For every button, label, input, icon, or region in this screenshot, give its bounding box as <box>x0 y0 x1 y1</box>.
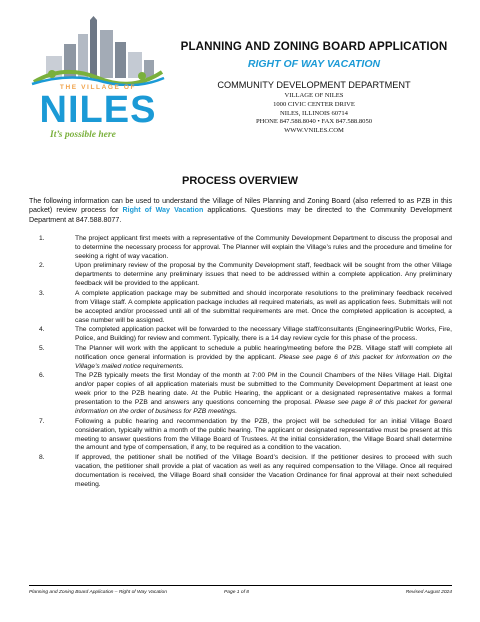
intro-paragraph <box>29 197 452 225</box>
address-line: VILLAGE OF NILES <box>284 92 344 99</box>
application-title: PLANNING AND ZONING BOARD APPLICATION <box>180 40 448 53</box>
step-number: 6. <box>39 372 45 380</box>
process-step <box>29 235 452 262</box>
logo-village-of: THE VILLAGE OF <box>59 84 137 91</box>
application-subtitle: RIGHT OF WAY VACATION <box>247 58 381 70</box>
step-number: 1. <box>39 235 45 242</box>
logo-tagline: It’s possible here <box>50 130 116 140</box>
step-note: Please see page 8 of this packet for general information on the order of business for PZB meetings. <box>75 399 452 416</box>
step-number: 4. <box>39 326 45 334</box>
process-overview-heading: PROCESS OVERVIEW <box>182 175 298 187</box>
address-line: NILES, ILLINOIS 60714 <box>280 109 348 117</box>
intro-highlight: Right of Way Vacation <box>122 206 204 215</box>
step-text: A complete application package may be submitted and should incorporate resolutions to the preliminary feedback received from Village staff. A complete application package includes all required materials, as well as application fees. Submittals will not be accepted and/or processed until all of the submittal requirements are met. Once the completed application is accepted, a case number will be assigned. <box>75 289 452 324</box>
process-step <box>29 345 452 372</box>
process-step <box>29 290 452 326</box>
footer-page-number: Page 1 of 8 <box>224 590 250 595</box>
step-note: Please see page 6 of this packet for information on the Village’s mailed notice requirements. <box>75 353 452 370</box>
step-number: 3. <box>39 289 45 297</box>
department-name: COMMUNITY DEVELOPMENT DEPARTMENT <box>217 80 411 90</box>
process-step <box>29 326 452 344</box>
step-text: Following a public hearing and recommendation by the PZB, the project will be scheduled for an initial Village Board consideration, typically within a month of the public hearing. The applicant or designated representative must be present at this meeting to answer questions from the Village Board of Trustees. At the initial consideration, the Village Board shall determine the amount and type of compensation, if any, to be required as a condition to the vacation. <box>75 417 452 452</box>
document-header <box>168 40 460 136</box>
intro-text: applications. Questions may be directed to the Community Development Department at 847.588.8077. <box>29 206 453 224</box>
address-line: 1000 CIVIC CENTER DRIVE <box>273 100 355 108</box>
village-logo <box>24 16 172 140</box>
step-text: If approved, the petitioner shall be notified of the Village Board’s decision. If the petitioner desires to proceed with such vacation, the petitioner shall provide a plat of vacation as well as any required compensation to the Village. Once all required documentation is received, the Village Board shall consider the Vacation Ordinance for final approval at their next scheduled meeting. <box>75 454 452 488</box>
step-text: The completed application packet will be forwarded to the necessary Village staff/consultants (Engineering/Public Works, Fire, Police, and Building) for review and comment. Typically, there is a 14 day review cycle for this phase of the process. <box>75 326 452 343</box>
footer-divider <box>29 585 452 586</box>
website-line: WWW.VNILES.COM <box>284 127 344 135</box>
phone-fax-line: PHONE 847.588.8040 • FAX 847.588.8050 <box>255 118 373 126</box>
logo-niles-wordmark: NILES <box>39 89 157 131</box>
process-step <box>29 418 452 454</box>
step-number: 8. <box>39 454 45 462</box>
step-text: The project applicant first meets with a representative of the Community Development Department to discuss the proposal and to determine the necessary process for approval. The Planner will explain the Village’s rules and the procedure and timeline for seeking a right of way vacation. <box>75 235 452 260</box>
intro-text: The following information can be used to understand the Village of Niles Planning and Zoning Board (also referred to as PZB in this packet) review process for <box>29 197 452 215</box>
step-text: The PZB typically meets the first Monday of the month at 7:00 PM in the Council Chambers of the Niles Village Hall. Digital and/or paper copies of all application materials must be submitted to the Community Development Department at least one week prior to the PZB hearing date. At the Public Hearing, the applicant or a designated representative makes a formal presentation to the PZB and answers any questions concerning the proposal. <box>75 372 452 407</box>
step-number: 7. <box>39 417 45 425</box>
process-steps-list <box>29 235 452 490</box>
city-skyline-icon <box>24 16 172 86</box>
process-step <box>29 454 452 490</box>
footer-revision-date: Revised August 2024 <box>405 590 452 595</box>
step-text: The Planner will work with the applicant to schedule a public hearing/meeting before the PZB. Village staff will complete all notification once general information is provided by the applicant. <box>75 344 452 361</box>
footer-document-name: Planning and Zoning Board Application – Right of Way Vacation <box>29 590 167 595</box>
step-text: Upon preliminary review of the proposal by the Community Development staff, feedback will be sought from the other Village departments to determine any preliminary issues that need to be addressed within a complete application. Any preliminary feedback will be provided to the applicant. <box>75 262 452 288</box>
step-number: 5. <box>39 344 45 352</box>
process-step <box>29 262 452 289</box>
process-step <box>29 372 452 417</box>
step-number: 2. <box>39 262 45 270</box>
